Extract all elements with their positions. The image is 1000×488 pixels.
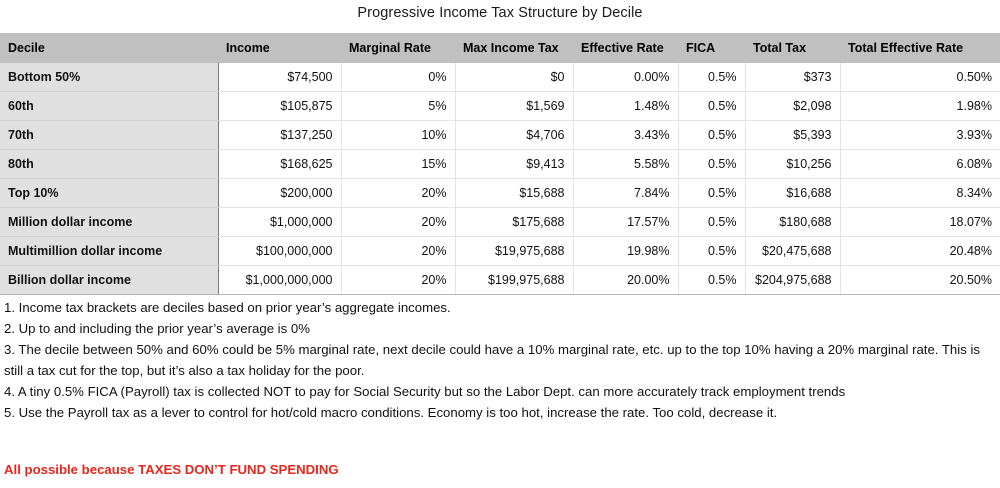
cell-marginal-rate: 20% <box>341 208 455 237</box>
table-row <box>0 63 1000 92</box>
cell-effective-rate: 0.00% <box>573 63 678 92</box>
note-item: 3. The decile between 50% and 60% could be 5% marginal rate, next decile could have a 10% marginal rate, etc. up to the top 10% having a 20% marginal rate. This is still a tax cut for the top, but it’s also a tax holiday for the poor. <box>4 342 980 378</box>
cell-fica: 0.5% <box>678 266 745 295</box>
cell-marginal-rate: 20% <box>341 237 455 266</box>
table-row <box>0 179 1000 208</box>
cell-effective-rate: 5.58% <box>573 150 678 179</box>
cell-marginal-rate: 20% <box>341 179 455 208</box>
cell-fica: 0.5% <box>678 92 745 121</box>
notes-list <box>4 297 994 423</box>
cell-total-effective-rate: 0.50% <box>840 63 1000 92</box>
cell-fica: 0.5% <box>678 121 745 150</box>
table-row <box>0 150 1000 179</box>
cell-total-tax: $10,256 <box>745 150 840 179</box>
column-header-effective-rate: Effective Rate <box>573 33 678 63</box>
cell-income: $100,000,000 <box>218 237 341 266</box>
table-row <box>0 266 1000 295</box>
cell-effective-rate: 7.84% <box>573 179 678 208</box>
cell-total-tax: $180,688 <box>745 208 840 237</box>
table-row <box>0 121 1000 150</box>
cell-decile: Multimillion dollar income <box>0 237 218 266</box>
cell-effective-rate: 3.43% <box>573 121 678 150</box>
cell-fica: 0.5% <box>678 179 745 208</box>
cell-total-effective-rate: 6.08% <box>840 150 1000 179</box>
cell-max-income-tax: $175,688 <box>455 208 573 237</box>
cell-total-tax: $5,393 <box>745 121 840 150</box>
cell-total-effective-rate: 1.98% <box>840 92 1000 121</box>
cell-max-income-tax: $19,975,688 <box>455 237 573 266</box>
cell-total-effective-rate: 20.50% <box>840 266 1000 295</box>
cell-effective-rate: 20.00% <box>573 266 678 295</box>
table-body <box>0 63 1000 295</box>
cell-max-income-tax: $15,688 <box>455 179 573 208</box>
note-item: 2. Up to and including the prior year’s average is 0% <box>4 321 310 336</box>
cell-max-income-tax: $9,413 <box>455 150 573 179</box>
cell-decile: Bottom 50% <box>0 63 218 92</box>
cell-fica: 0.5% <box>678 208 745 237</box>
cell-income: $137,250 <box>218 121 341 150</box>
cell-income: $200,000 <box>218 179 341 208</box>
cell-total-effective-rate: 18.07% <box>840 208 1000 237</box>
cell-marginal-rate: 0% <box>341 63 455 92</box>
cell-effective-rate: 1.48% <box>573 92 678 121</box>
note-item: 4. A tiny 0.5% FICA (Payroll) tax is collected NOT to pay for Social Security but so the Labor Dept. can more accurately track employment trends <box>4 384 846 399</box>
cell-max-income-tax: $4,706 <box>455 121 573 150</box>
cell-max-income-tax: $199,975,688 <box>455 266 573 295</box>
cell-effective-rate: 17.57% <box>573 208 678 237</box>
column-header-total-effective-rate: Total Effective Rate <box>840 33 1000 63</box>
cell-total-tax: $2,098 <box>745 92 840 121</box>
cell-total-tax: $204,975,688 <box>745 266 840 295</box>
cell-total-tax: $20,475,688 <box>745 237 840 266</box>
cell-decile: 70th <box>0 121 218 150</box>
cell-fica: 0.5% <box>678 63 745 92</box>
cell-decile: 80th <box>0 150 218 179</box>
tax-table-container <box>0 33 1000 295</box>
column-header-marginal-rate: Marginal Rate <box>341 33 455 63</box>
note-item: 1. Income tax brackets are deciles based on prior year’s aggregate incomes. <box>4 300 451 315</box>
column-header-decile: Decile <box>0 33 218 63</box>
cell-max-income-tax: $0 <box>455 63 573 92</box>
column-header-max-income-tax: Max Income Tax <box>455 33 573 63</box>
cell-income: $74,500 <box>218 63 341 92</box>
table-row <box>0 208 1000 237</box>
page-title: Progressive Income Tax Structure by Decile <box>357 5 643 21</box>
cell-fica: 0.5% <box>678 237 745 266</box>
table-header-row <box>0 33 1000 63</box>
footer-statement: All possible because TAXES DON’T FUND SPENDING <box>4 462 339 477</box>
cell-decile: Million dollar income <box>0 208 218 237</box>
column-header-total-tax: Total Tax <box>745 33 840 63</box>
cell-income: $168,625 <box>218 150 341 179</box>
cell-marginal-rate: 5% <box>341 92 455 121</box>
cell-decile: 60th <box>0 92 218 121</box>
cell-marginal-rate: 20% <box>341 266 455 295</box>
column-header-fica: FICA <box>678 33 745 63</box>
cell-total-tax: $373 <box>745 63 840 92</box>
cell-income: $1,000,000 <box>218 208 341 237</box>
table-header <box>0 33 1000 63</box>
table-row <box>0 237 1000 266</box>
column-header-income: Income <box>218 33 341 63</box>
cell-total-effective-rate: 8.34% <box>840 179 1000 208</box>
cell-marginal-rate: 10% <box>341 121 455 150</box>
cell-income: $1,000,000,000 <box>218 266 341 295</box>
note-item: 5. Use the Payroll tax as a lever to control for hot/cold macro conditions. Economy is too hot, increase the rate. Too cold, decrease it. <box>4 405 778 420</box>
cell-max-income-tax: $1,569 <box>455 92 573 121</box>
cell-total-tax: $16,688 <box>745 179 840 208</box>
cell-effective-rate: 19.98% <box>573 237 678 266</box>
cell-decile: Billion dollar income <box>0 266 218 295</box>
cell-decile: Top 10% <box>0 179 218 208</box>
table-row <box>0 92 1000 121</box>
tax-table <box>0 33 1000 295</box>
cell-total-effective-rate: 3.93% <box>840 121 1000 150</box>
cell-marginal-rate: 15% <box>341 150 455 179</box>
cell-income: $105,875 <box>218 92 341 121</box>
cell-fica: 0.5% <box>678 150 745 179</box>
cell-total-effective-rate: 20.48% <box>840 237 1000 266</box>
